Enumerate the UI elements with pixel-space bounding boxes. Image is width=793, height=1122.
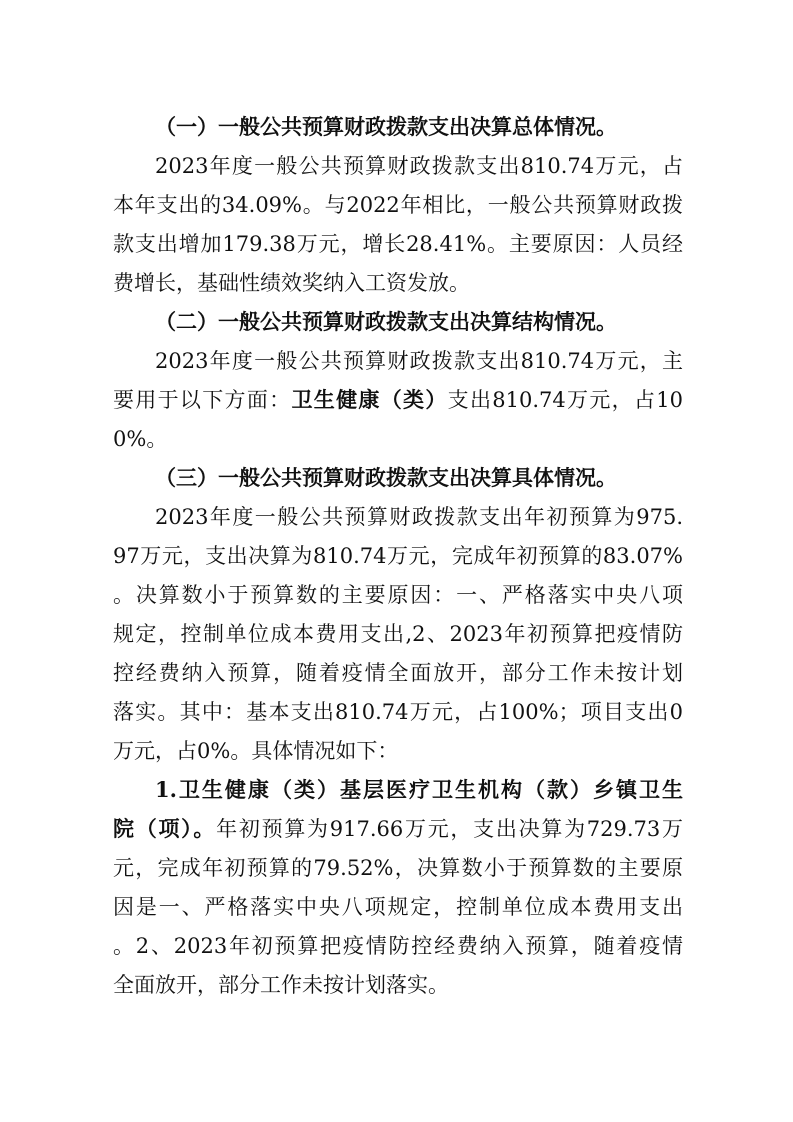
paragraph-line: 元，完成年初预算的79.52%，决算数小于预算数的主要原 xyxy=(113,856,683,880)
paragraph-line-mixed xyxy=(113,385,683,415)
paragraph-line: 费增长，基础性绩效奖纳入工资发放。 xyxy=(113,271,470,295)
section-heading-1: （一）一般公共预算财政拨款支出决算总体情况。 xyxy=(155,114,617,139)
paragraph-line-mixed xyxy=(113,814,683,844)
paragraph-line: 2023年度一般公共预算财政拨款支出810.74万元，主 xyxy=(155,349,683,373)
paragraph-line: 0%。 xyxy=(113,427,168,451)
text-run: 年初预算为917.66万元，支出决算为729.73万 xyxy=(216,817,683,841)
paragraph-line: 全面放开，部分工作未按计划落实。 xyxy=(113,973,449,997)
paragraph-line: 本年支出的34.09%。与2022年相比，一般公共预算财政拨 xyxy=(113,193,683,217)
paragraph-line: 落实。其中：基本支出810.74万元，占100%；项目支出0 xyxy=(113,700,683,724)
section-heading-2: （二）一般公共预算财政拨款支出决算结构情况。 xyxy=(155,309,617,334)
category-label: 卫生健康（类） xyxy=(291,387,448,412)
paragraph-line: 款支出增加179.38万元，增长28.41%。主要原因：人员经 xyxy=(113,232,683,256)
paragraph-line: 2023年度一般公共预算财政拨款支出810.74万元，占 xyxy=(155,154,683,178)
paragraph-line: 万元，占0%。具体情况如下： xyxy=(113,739,399,763)
item-heading-continued: 院（项）。 xyxy=(113,816,217,841)
item-heading-1: 1.卫生健康（类）基层医疗卫生机构（款）乡镇卫生 xyxy=(155,777,683,802)
paragraph-line: 。2、2023年初预算把疫情防控经费纳入预算，随着疫情 xyxy=(113,934,683,958)
paragraph-line: 控经费纳入预算，随着疫情全面放开，部分工作未按计划 xyxy=(113,661,683,685)
paragraph-line: 规定，控制单位成本费用支出,2、2023年初预算把疫情防 xyxy=(113,622,683,646)
paragraph-line: 97万元，支出决算为810.74万元，完成年初预算的83.07% xyxy=(113,544,683,568)
text-run: 要用于以下方面： xyxy=(113,388,292,412)
text-run: 支出810.74万元，占10 xyxy=(447,388,683,412)
paragraph-line: 2023年度一般公共预算财政拨款支出年初预算为975. xyxy=(155,505,683,529)
paragraph-line: 因是一、严格落实中央八项规定，控制单位成本费用支出 xyxy=(113,895,683,919)
section-heading-3: （三）一般公共预算财政拨款支出决算具体情况。 xyxy=(155,465,617,490)
paragraph-line: 。决算数小于预算数的主要原因：一、严格落实中央八项 xyxy=(113,583,683,607)
